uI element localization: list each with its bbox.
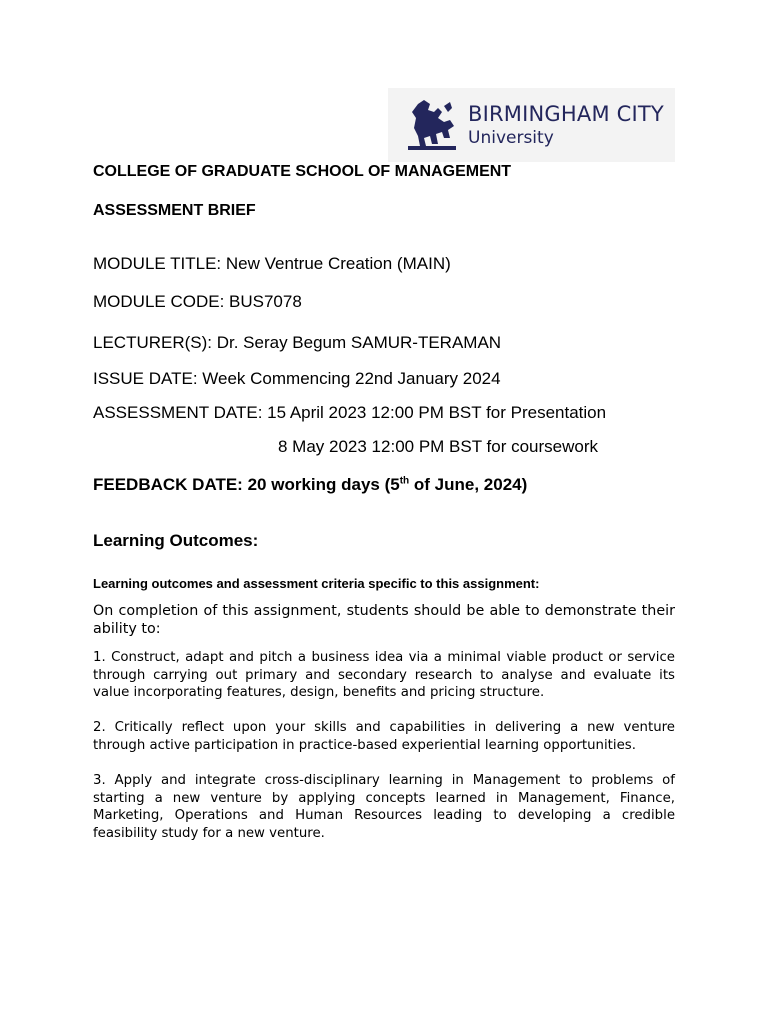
- logo-line-1: BIRMINGHAM CITY: [468, 102, 664, 126]
- assessment-date-coursework: 8 May 2023 12:00 PM BST for coursework: [278, 437, 599, 456]
- university-logo: [388, 88, 675, 162]
- feedback-value: [248, 475, 528, 494]
- lion-crest-icon: [404, 98, 460, 152]
- module-title: [93, 254, 451, 274]
- feedback-value-b: of June, 2024): [409, 475, 528, 494]
- outcome-3: 3. Apply and integrate cross-disciplinary learning in Management to problems of starting a new venture by applying concepts learned in Management, Finance, Marketing, Operations and Human Resources leading to developing a credible feasibility study for a new venture.: [93, 773, 675, 841]
- outcome-1: 1. Construct, adapt and pitch a business idea via a minimal viable product or service through carrying out primary and secondary research to analyse and evaluate its value incorporating features, design, benefits and pricing structure.: [93, 650, 675, 700]
- learning-outcomes-title: Learning Outcomes:: [93, 531, 259, 550]
- college-heading: COLLEGE OF GRADUATE SCHOOL OF MANAGEMENT: [93, 163, 512, 180]
- brief-heading: ASSESSMENT BRIEF: [93, 202, 256, 219]
- outcome-2: 2. Critically reflect upon your skills and capabilities in delivering a new venture through active participation in practice-based experiential learning opportunities.: [93, 720, 675, 753]
- feedback-label: FEEDBACK DATE:: [93, 475, 243, 494]
- assessment-date: ASSESSMENT DATE: 15 April 2023 12:00 PM BST for Presentation: [93, 403, 607, 422]
- feedback-value-a: 20 working days (5: [247, 475, 400, 494]
- logo-line-2: University: [468, 128, 554, 148]
- module-title-value: New Ventrue Creation (MAIN): [225, 254, 451, 273]
- feedback-sup: th: [399, 475, 410, 487]
- issue-date: ISSUE DATE: Week Commencing 22nd January 2024: [93, 369, 501, 388]
- lecturer: LECTURER(S): Dr. Seray Begum SAMUR-TERAMAN: [93, 333, 502, 352]
- module-title-label: MODULE TITLE:: [93, 254, 222, 273]
- criteria-heading: Learning outcomes and assessment criteria specific to this assignment:: [93, 576, 540, 591]
- feedback-date: [93, 475, 527, 495]
- intro-paragraph: On completion of this assignment, students should be able to demonstrate their ability to:: [93, 603, 675, 637]
- module-code: MODULE CODE: BUS7078: [93, 292, 302, 311]
